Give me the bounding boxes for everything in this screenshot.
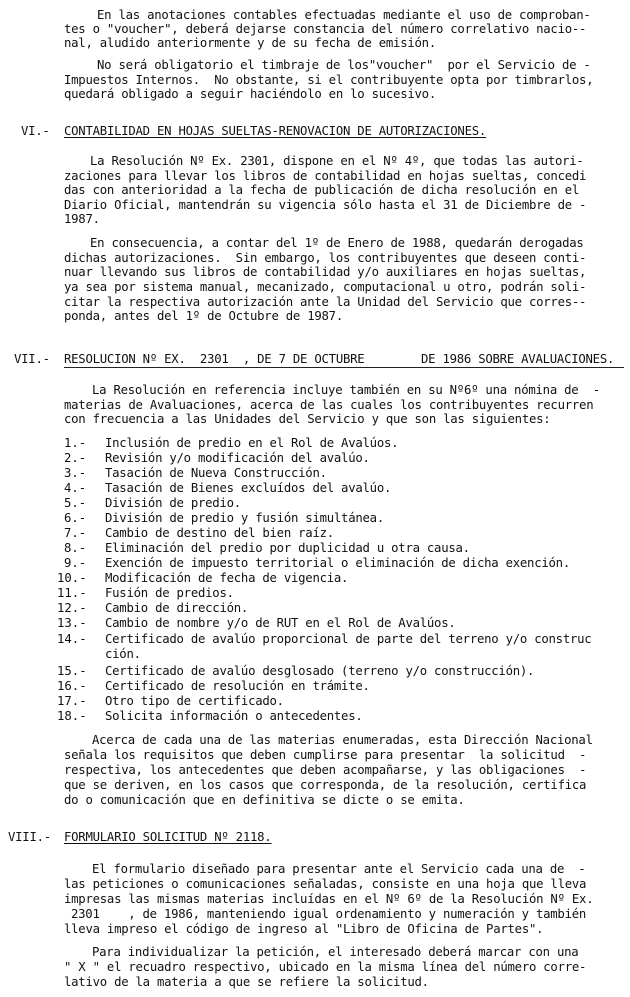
list-item: Solicita información o antecedentes.	[105, 709, 363, 723]
s6-p2-line: dichas autorizaciones. Sin embargo, los contribuyentes que deseen conti-	[64, 251, 587, 265]
s7-outro-line: señala los requisitos que deben cumplirse para presentar la solicitud -	[64, 748, 587, 762]
timbraje-line: Impuestos Internos. No obstante, si el contribuyente opta por timbrarlos,	[64, 73, 594, 87]
s6-p2-line: citar la respectiva autorización ante la Unidad del Servicio que corres--	[64, 295, 587, 309]
list-item-number: 15.-	[57, 664, 87, 678]
s6-p2-line: nuar llevando sus libros de contabilidad y/o auxiliares en hojas sueltas,	[64, 265, 587, 279]
voucher-line: nal, aludido anteriormente y de su fecha de emisión.	[64, 36, 436, 50]
list-item-number: 17.-	[57, 694, 87, 708]
section-vii-title-part-a: RESOLUCION Nº EX. 2301 , DE 7 DE OCTUBRE	[64, 352, 365, 366]
list-item-number: 7.-	[64, 526, 87, 540]
s6-p1-line: das con anterioridad a la fecha de publicación de dicha resolución en el	[64, 183, 580, 197]
s8-p1-line: las peticiones o comunicaciones señaladas, consiste en una hoja que lleva	[64, 877, 587, 891]
list-item-number: 4.-	[64, 481, 87, 495]
s7-intro-line: La Resolución en referencia incluye también en su Nº6º una nómina de -	[92, 383, 600, 397]
list-item: Certificado de avalúo desglosado (terreno y/o construcción).	[105, 664, 535, 678]
list-item-number: 10.-	[57, 571, 87, 585]
list-item: Otro tipo de certificado.	[105, 694, 284, 708]
list-item: División de predio.	[105, 496, 241, 510]
list-item-number: 8.-	[64, 541, 87, 555]
list-item: Tasación de Bienes excluídos del avalúo.	[105, 481, 392, 495]
list-item-number: 13.-	[57, 616, 87, 630]
s6-p1-line: 1987.	[64, 212, 100, 226]
s8-p1-line: El formulario diseñado para presentar ante el Servicio cada una de -	[92, 862, 586, 876]
section-vii-underline	[64, 367, 624, 368]
list-item: Cambio de nombre y/o de RUT en el Rol de Avalúos.	[105, 616, 456, 630]
list-item: Tasación de Nueva Construcción.	[105, 466, 327, 480]
list-item-number: 12.-	[57, 601, 87, 615]
s7-outro-line: respectiva, los antecedentes que deben acompañarse, y las obligaciones -	[64, 763, 587, 777]
list-item-number: 14.-	[57, 632, 87, 646]
list-item: Modificación de fecha de vigencia.	[105, 571, 349, 585]
s7-intro-line: materias de Avaluaciones, acerca de las cuales los contribuyentes recurren	[64, 398, 594, 412]
section-vi-number: VI.-	[21, 124, 50, 138]
s6-p2-line: En consecuencia, a contar del 1º de Enero de 1988, quedarán derogadas	[90, 236, 584, 250]
s8-p1-line: 2301 , de 1986, manteniendo igual ordenamiento y numeración y también	[71, 907, 587, 921]
s7-outro-line: do o comunicación que en definitiva se dicte o se emita.	[64, 793, 465, 807]
s8-p2-line: " X " el recuadro respectivo, ubicado en la misma línea del número corre-	[64, 960, 587, 974]
list-item-continuation: ción.	[105, 647, 141, 661]
list-item: Fusión de predios.	[105, 586, 234, 600]
list-item: Eliminación del predio por duplicidad u otra causa.	[105, 541, 470, 555]
list-item: Cambio de dirección.	[105, 601, 249, 615]
s8-p1-line: lleva impreso el código de ingreso al "Libro de Oficina de Partes".	[64, 922, 544, 936]
section-vii-title-part-b: DE 1986 SOBRE AVALUACIONES.	[421, 352, 615, 366]
list-item: Certificado de resolución en trámite.	[105, 679, 370, 693]
list-item-number: 11.-	[57, 586, 87, 600]
list-item: Exención de impuesto territorial o eliminación de dicha exención.	[105, 556, 570, 570]
section-vi-title: CONTABILIDAD EN HOJAS SUELTAS-RENOVACION DE AUTORIZACIONES.	[64, 124, 487, 138]
list-item: Revisión y/o modificación del avalúo.	[105, 451, 370, 465]
s8-p2-line: Para individualizar la petición, el interesado deberá marcar con una	[92, 945, 579, 959]
section-viii-title: FORMULARIO SOLICITUD Nº 2118.	[64, 830, 272, 844]
s6-p2-line: ponda, antes del 1º de Octubre de 1987.	[64, 309, 343, 323]
timbraje-line: quedará obligado a seguir haciéndolo en lo sucesivo.	[64, 87, 436, 101]
list-item-number: 18.-	[57, 709, 87, 723]
list-item-number: 9.-	[64, 556, 87, 570]
timbraje-line: No será obligatorio el timbraje de los"voucher" por el Servicio de -	[97, 58, 591, 72]
s7-outro-line: que se deriven, en los casos que corresponda, de la resolución, certifica	[64, 778, 587, 792]
s8-p2-line: lativo de la materia a que se refiere la solicitud.	[64, 975, 429, 989]
list-item: Certificado de avalúo proporcional de parte del terreno y/o construc	[105, 632, 592, 646]
section-viii-number: VIII.-	[8, 830, 51, 844]
s7-intro-line: con frecuencia a las Unidades del Servicio y que son las siguientes:	[64, 412, 551, 426]
voucher-line: tes o "voucher", deberá dejarse constancia del número correlativo nacio--	[64, 22, 587, 36]
list-item-number: 5.-	[64, 496, 87, 510]
list-item-number: 1.-	[64, 436, 87, 450]
s6-p1-line: zaciones para llevar los libros de contabilidad en hojas sueltas, concedi	[64, 169, 587, 183]
s8-p1-line: impresas las mismas materias incluídas en el Nº 6º de la Resolución Nº Ex.	[64, 892, 594, 906]
list-item-number: 3.-	[64, 466, 87, 480]
section-vii-number: VII.-	[14, 352, 50, 366]
list-item: Inclusión de predio en el Rol de Avalúos.	[105, 436, 399, 450]
list-item: Cambio de destino del bien raíz.	[105, 526, 334, 540]
list-item-number: 16.-	[57, 679, 87, 693]
list-item-number: 2.-	[64, 451, 87, 465]
list-item-number: 6.-	[64, 511, 87, 525]
list-item: División de predio y fusión simultánea.	[105, 511, 384, 525]
s6-p1-line: Diario Oficial, mantendrán su vigencia sólo hasta el 31 de Diciembre de -	[64, 198, 587, 212]
s6-p2-line: ya sea por sistema manual, mecanizado, computacional u otro, podrán soli-	[64, 280, 587, 294]
s6-p1-line: La Resolución Nº Ex. 2301, dispone en el Nº 4º, que todas las autori-	[90, 154, 584, 168]
s7-outro-line: Acerca de cada una de las materias enumeradas, esta Dirección Nacional	[92, 733, 593, 747]
voucher-line: En las anotaciones contables efectuadas mediante el uso de comproban-	[97, 8, 591, 22]
